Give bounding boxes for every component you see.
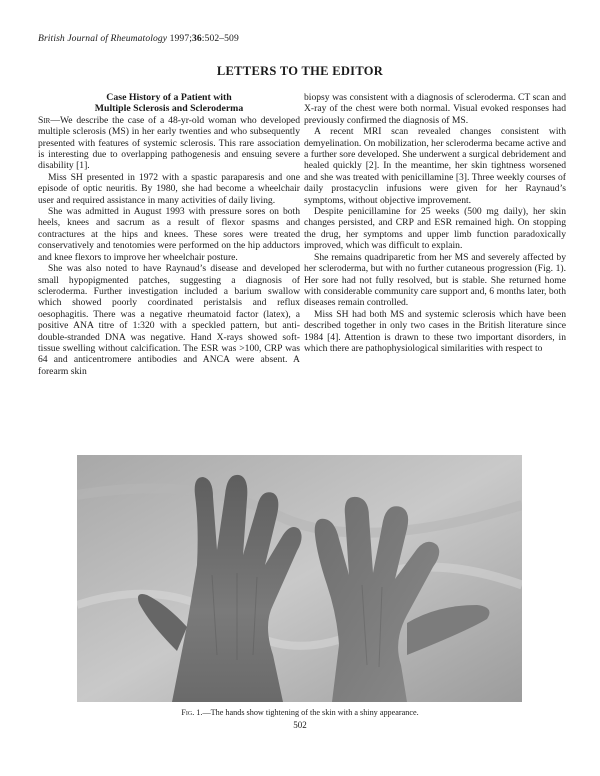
- left-column: [38, 92, 300, 377]
- paragraph: Miss SH had both MS and systemic sclerosis which have been described together in only two cases in the British literature since 1984 [4]. Attention is drawn to these two important disorders, in which there are pathophysiological similarities with respect to: [304, 308, 566, 354]
- paragraph: She was also noted to have Raynaud’s disease and developed small hypopigmented patches, suggesting a diagnosis of scleroderma. Further investigation included a barium swallow which showed poorly coordinated peristalsis and reflux oesophagitis. There was a negative rheumatoid factor (latex), a positive ANA titre of 1:320 with a speckled pattern, but anti-double-stranded DNA was negative. Hand X-rays showed soft-tissue swelling without calcification. The ESR was >100, CRP was 64 and anticentromere antibodies and ANCA were absent. A forearm skin: [38, 263, 300, 377]
- volume-number: 36: [192, 33, 202, 44]
- hands-photo-illustration: [77, 455, 522, 702]
- paragraph: She was admitted in August 1993 with pressure sores on both heels, knees and sacrum as a result of flexor spasms and contractures at the hips and knees. These sores were treated conservatively and tenotomies were performed on the hip adductors and knee flexors to improve her wheelchair posture.: [38, 206, 300, 263]
- salutation: Sir: [38, 114, 51, 126]
- paragraph: She remains quadriparetic from her MS and severely affected by her scleroderma, but with no further cutaneous progression (Fig. 1). Her sore had not fully resolved, but is stable. She returned home with considerable community care support and, 6 months later, both diseases remain controlled.: [304, 251, 566, 309]
- section-title: LETTERS TO THE EDITOR: [216, 64, 384, 78]
- paragraph: Despite penicillamine for 25 weeks (500 mg daily), her skin changes persisted, and CRP and ESR remained high. On stopping the drug, her symptoms and upper limb function paradoxically improved, which was difficult to explain.: [304, 206, 566, 252]
- running-head: [38, 33, 239, 44]
- article-title-line-1: Case History of a Patient with: [106, 92, 232, 103]
- page-range: :502–509: [201, 33, 239, 44]
- journal-name: British Journal of Rheumatology: [38, 33, 168, 44]
- figure-label: Fig. 1.: [181, 708, 203, 717]
- paragraph: biopsy was consistent with a diagnosis of scleroderma. CT scan and X-ray of the chest were both normal. Visual evoked responses had previously confirmed the diagnosis of MS.: [304, 92, 566, 126]
- figure-caption: [0, 708, 600, 717]
- year-volume-prefix: 1997;: [167, 33, 192, 44]
- paragraph: Miss SH presented in 1972 with a spastic paraparesis and one episode of optic neuritis. By 1980, she had become a wheelchair user and required assistance in many activities of daily living.: [38, 171, 300, 206]
- right-column: [304, 92, 566, 354]
- figure-hands-photo: [77, 455, 522, 702]
- figure-caption-text: —The hands show tightening of the skin with a shiny appearance.: [202, 708, 419, 717]
- article-title-line-2: Multiple Sclerosis and Scleroderma: [94, 103, 244, 115]
- paragraph: A recent MRI scan revealed changes consistent with demyelination. On mobilization, her scleroderma became active and a further sore developed. She underwent a surgical debridement and healed quickly [2]. In the meantime, her skin tightness worsened and she was treated with penicillamine [3]. Three weekly courses of daily prostacyclin infusions were given for her Raynaud’s symptoms, without objective improvement.: [304, 126, 566, 206]
- page-number: 502: [293, 720, 307, 730]
- article-title: [38, 92, 300, 115]
- paragraph: [38, 115, 300, 172]
- paragraph-text: —We describe the case of a 48-yr-old woman who developed multiple sclerosis (MS) in her early twenties and who subsequently presented with features of systemic sclerosis. This rare association is interesting due to overlapping pathogenesis and ensuing severe disability [1].: [38, 114, 300, 172]
